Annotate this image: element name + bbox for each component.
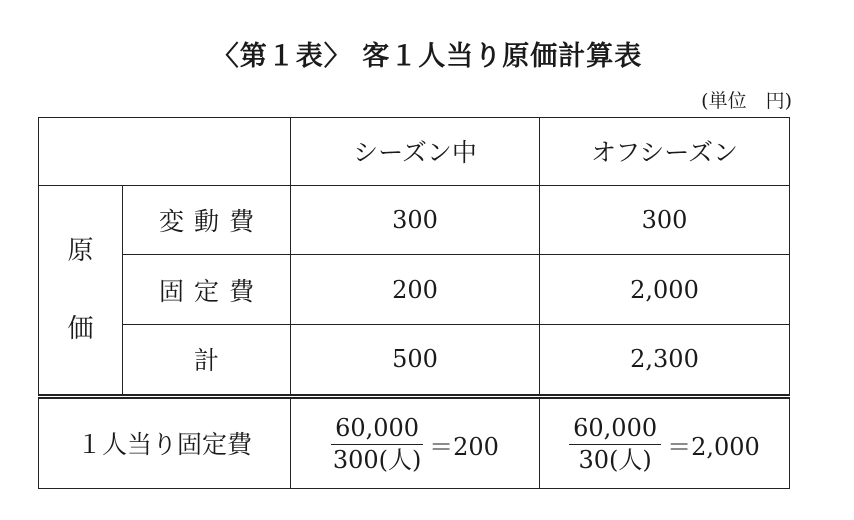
row-label-total: 計 bbox=[123, 325, 291, 397]
group-label-cost bbox=[39, 185, 123, 396]
page-title: 〈第１表〉 客１人当り原価計算表 bbox=[211, 41, 643, 72]
cell-variable-off: 300 bbox=[540, 185, 790, 255]
unit-label: (単位 円) bbox=[701, 90, 792, 112]
summary-label: １人当り固定費 bbox=[39, 396, 291, 488]
cell-total-season: 500 bbox=[291, 325, 540, 397]
fraction-off bbox=[569, 415, 661, 473]
summary-row bbox=[39, 396, 790, 488]
denominator-off: 30(人) bbox=[578, 445, 652, 474]
numerator-season: 60,000 bbox=[331, 415, 423, 444]
corner-cell bbox=[39, 118, 291, 186]
cell-fixed-off: 2,000 bbox=[540, 255, 790, 325]
group-label-char-2: 価 bbox=[67, 313, 94, 344]
numerator-off: 60,000 bbox=[569, 415, 661, 444]
table-row bbox=[39, 185, 790, 255]
cost-table bbox=[38, 117, 790, 489]
header-row bbox=[39, 118, 790, 186]
result-off: ＝2,000 bbox=[667, 432, 760, 461]
row-label-fixed: 固定費 bbox=[123, 255, 291, 325]
result-season: ＝200 bbox=[429, 432, 499, 461]
row-label-variable: 変動費 bbox=[123, 185, 291, 255]
table-row bbox=[39, 255, 790, 325]
cell-variable-season: 300 bbox=[291, 185, 540, 255]
cell-total-off: 2,300 bbox=[540, 325, 790, 397]
fraction-season bbox=[331, 415, 423, 473]
header-offseason: オフシーズン bbox=[540, 118, 790, 186]
denominator-season: 300(人) bbox=[332, 445, 422, 474]
summary-off-cell bbox=[540, 396, 790, 488]
summary-season-cell bbox=[291, 396, 540, 488]
group-label-char-1: 原 bbox=[67, 235, 94, 266]
header-season: シーズン中 bbox=[291, 118, 540, 186]
table-row bbox=[39, 325, 790, 397]
cell-fixed-season: 200 bbox=[291, 255, 540, 325]
